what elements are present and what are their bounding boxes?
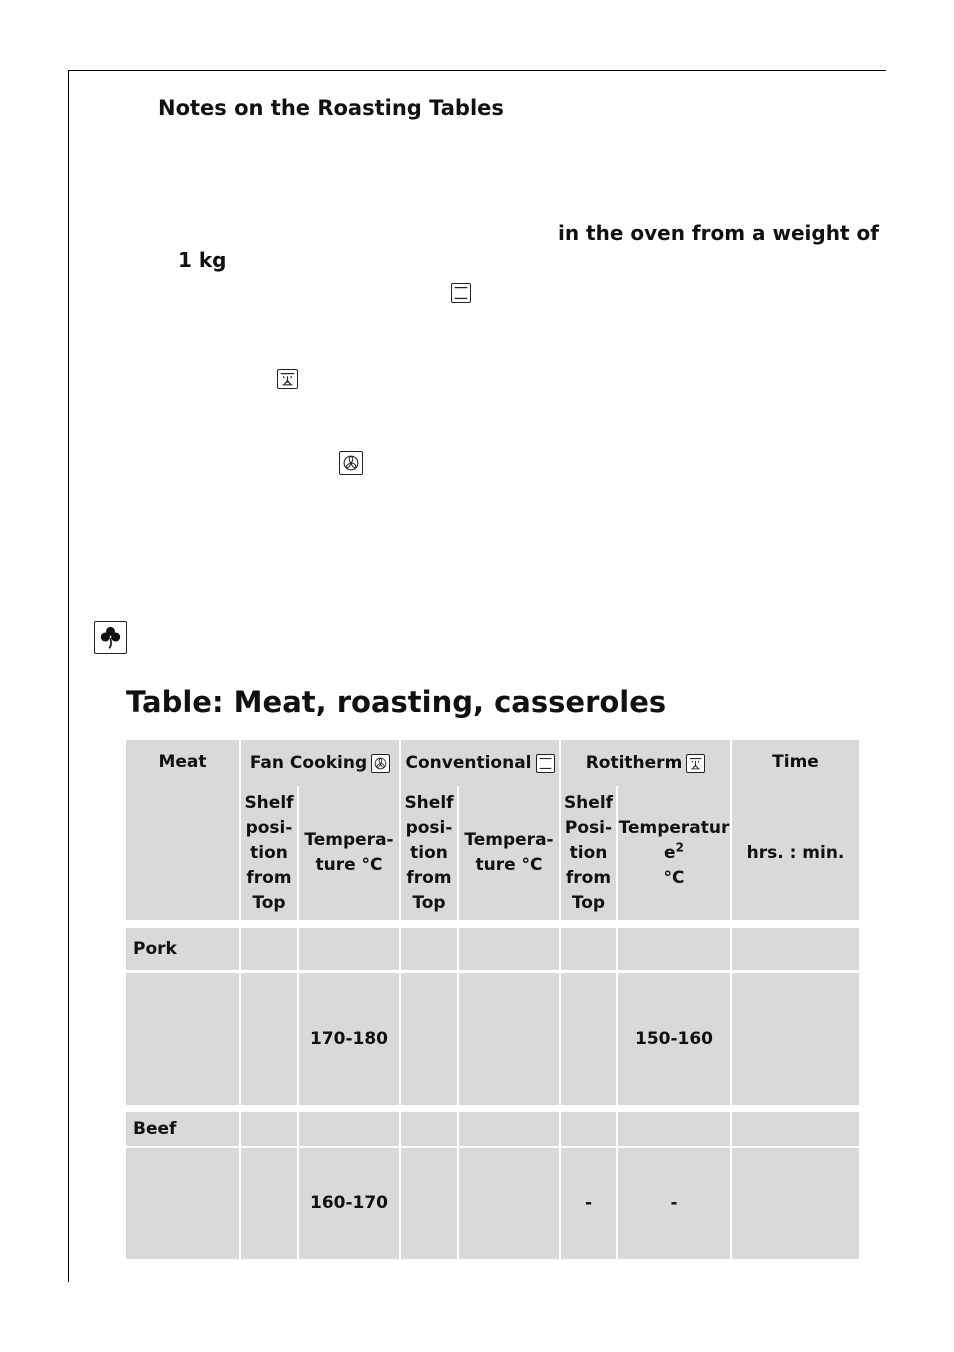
notes-line-kg: 1 kg [178,248,227,272]
notes-heading: Notes on the Roasting Tables [158,96,504,120]
beef-empty-cell [401,1112,457,1146]
header-time: Time hrs. : min. [732,740,859,920]
top-rule [68,70,886,71]
conventional-oven-icon [536,754,555,773]
section-pork: Pork [126,928,239,970]
beef-empty-cell [459,1112,559,1146]
beef-fan-shelf [241,1148,297,1259]
fan-temp-header: Tempera- ture °C [299,786,399,920]
table-title: Table: Meat, roasting, casseroles [126,685,667,719]
pork-fan-temp: 170-180 [299,973,399,1105]
conventional-oven-icon [451,283,471,303]
pork-empty-cell [299,928,399,970]
roti-temp-header: Temperatur $e^2$ °C [618,786,730,920]
conv-shelf-header: Shelf posi- tion from Top [401,786,457,920]
header-fan-cooking: Fan Cooking [241,740,399,786]
beef-empty-cell [299,1112,399,1146]
pork-conv-temp [459,973,559,1105]
section-beef: Beef [126,1112,239,1146]
pork-roti-temp: 150-160 [618,973,730,1105]
time-unit: hrs. : min. [746,843,845,863]
conv-temp-header: Tempera- ture °C [459,786,559,920]
rotitherm-icon [277,369,298,389]
notes-line-weight: in the oven from a weight of [558,221,879,245]
roti-shelf-header: Shelf Posi- tion from Top [561,786,616,920]
pork-time [732,973,859,1105]
fan-cooking-icon [339,451,363,475]
beef-empty-cell [561,1112,616,1146]
beef-time [732,1148,859,1259]
pork-roti-shelf [561,973,616,1105]
fan-cooking-icon [371,754,390,773]
roasting-table [126,740,859,1260]
pork-empty-cell [459,928,559,970]
beef-fan-temp: 160-170 [299,1148,399,1259]
beef-empty-cell [618,1112,730,1146]
fan-shelf-header: Shelf posi- tion from Top [241,786,297,920]
header-rotitherm: Rotitherm [561,740,730,786]
pork-empty-cell [241,928,297,970]
left-rule [68,70,69,1282]
pork-empty-cell [561,928,616,970]
pork-meat-cell [126,973,239,1105]
header-meat: Meat [126,740,239,920]
beef-roti-shelf: - [561,1148,616,1259]
pork-empty-cell [618,928,730,970]
beef-meat-cell [126,1148,239,1259]
header-conventional: Conventional [401,740,559,786]
pork-conv-shelf [401,973,457,1105]
beef-empty-cell [732,1112,859,1146]
pork-fan-shelf [241,973,297,1105]
shamrock-tip-icon [94,621,127,654]
beef-conv-shelf [401,1148,457,1259]
beef-roti-temp: - [618,1148,730,1259]
beef-empty-cell [241,1112,297,1146]
pork-empty-cell [401,928,457,970]
beef-conv-temp [459,1148,559,1259]
rotitherm-icon [686,754,705,773]
pork-empty-cell [732,928,859,970]
